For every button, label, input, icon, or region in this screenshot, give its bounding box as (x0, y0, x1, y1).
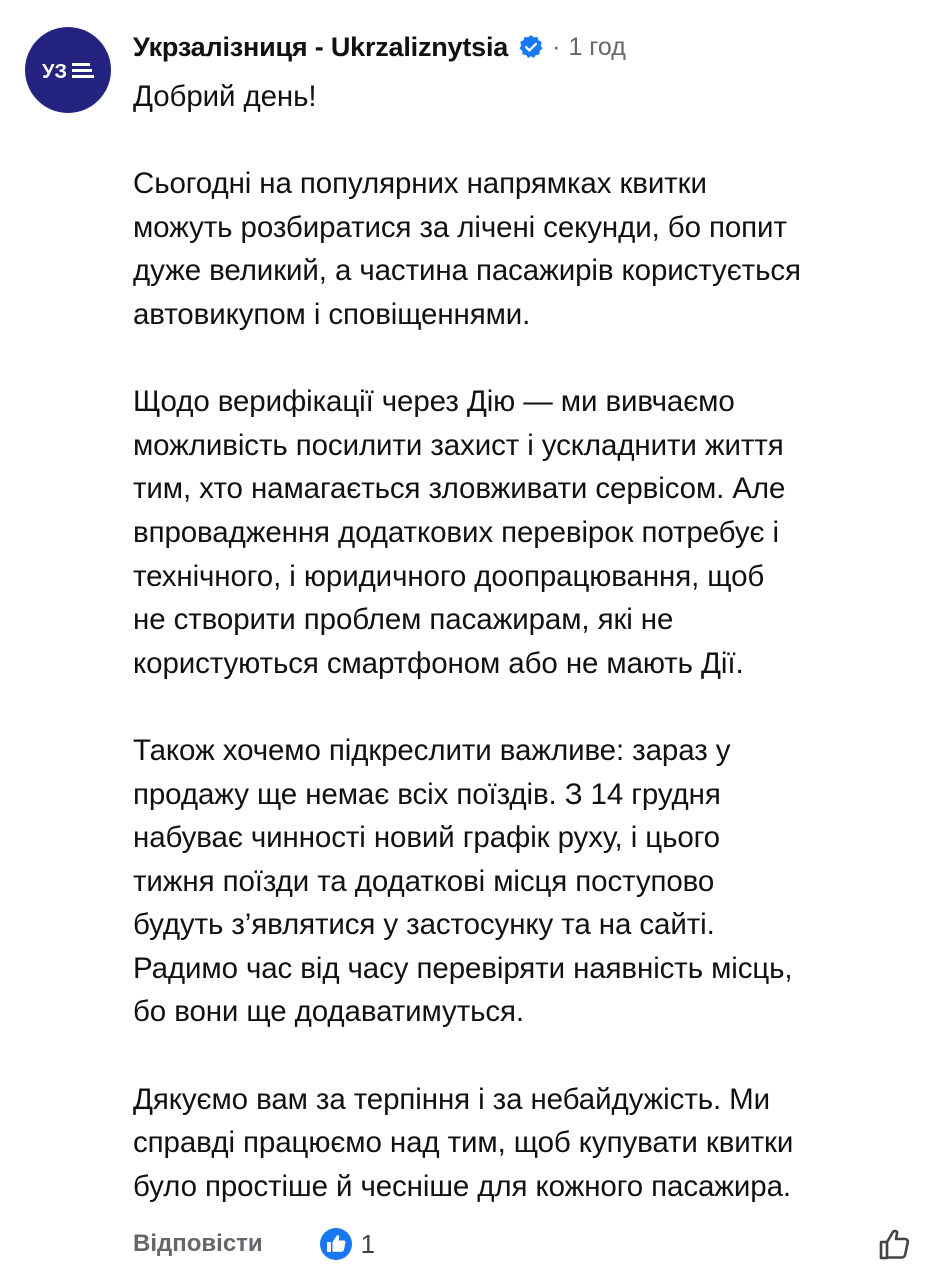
like-reaction-icon (319, 1227, 353, 1261)
text-line: набуває чинності новий графік руху, і цього (133, 821, 720, 855)
text-line: Дякуємо вам за терпіння і за небайдужість. Ми (133, 1082, 771, 1116)
timestamp[interactable]: 1 год (568, 32, 626, 61)
ukrzaliznytsia-logo-icon (42, 58, 94, 82)
text-line: тижня поїзди та додаткові місця поступово (133, 864, 715, 898)
text-line: бо вони ще додаватимуться. (133, 995, 524, 1029)
text-line: можуть розбиратися за лічені секунди, бо попит (133, 210, 787, 244)
paragraph (133, 380, 801, 685)
like-button-icon[interactable] (877, 1226, 913, 1262)
text-line: Щодо верифікації через Дію — ми вивчаємо (133, 385, 735, 419)
text-line: не створити проблем пасажирам, які не (133, 603, 674, 637)
reaction-count: 1 (360, 1228, 376, 1259)
text-line: дуже великий, а частина пасажирів користується (133, 254, 801, 288)
text-line: будуть з’являтися у застосунку та на сайті. (133, 908, 715, 942)
verified-badge-icon (518, 34, 544, 60)
text-line: справді працюємо над тим, щоб купувати квитки (133, 1126, 794, 1160)
text-line: користуються смартфоном або не мають Дії. (133, 646, 744, 680)
paragraph (133, 162, 801, 336)
text-line: Сьогодні на популярних напрямках квитки (133, 167, 707, 201)
paragraph (133, 729, 801, 1034)
paragraph (133, 75, 801, 119)
separator: · (552, 32, 561, 61)
text-line: продажу ще немає всіх поїздів. З 14 грудня (133, 777, 721, 811)
text-line: Також хочемо підкреслити важливе: зараз у (133, 733, 731, 767)
author-name[interactable]: Укрзалізниця - Ukrzaliznytsia (133, 31, 509, 62)
text-line: було простіше й чесніше для кожного пасажира. (133, 1169, 791, 1203)
svg-text:УЗ: УЗ (42, 61, 67, 82)
avatar[interactable] (25, 27, 111, 113)
comment-body (133, 75, 801, 1252)
text-line: можливість посилити захист і ускладнити життя (133, 428, 784, 462)
text-line: технічного, і юридичного доопрацювання, щоб (133, 559, 765, 593)
text-line: Добрий день! (133, 80, 317, 113)
text-line: автовикупом і сповіщеннями. (133, 297, 531, 331)
text-line: Радимо час від часу перевіряти наявність місць, (133, 951, 793, 985)
paragraph (133, 1078, 801, 1209)
reply-button[interactable]: Відповісти (133, 1230, 263, 1257)
comment-actions (133, 1224, 913, 1264)
text-line: тим, хто намагається зловживати сервісом. Але (133, 472, 786, 506)
text-line: впровадження додаткових перевірок потребує і (133, 515, 779, 549)
reaction-summary[interactable] (319, 1227, 375, 1261)
comment-header (133, 28, 626, 66)
